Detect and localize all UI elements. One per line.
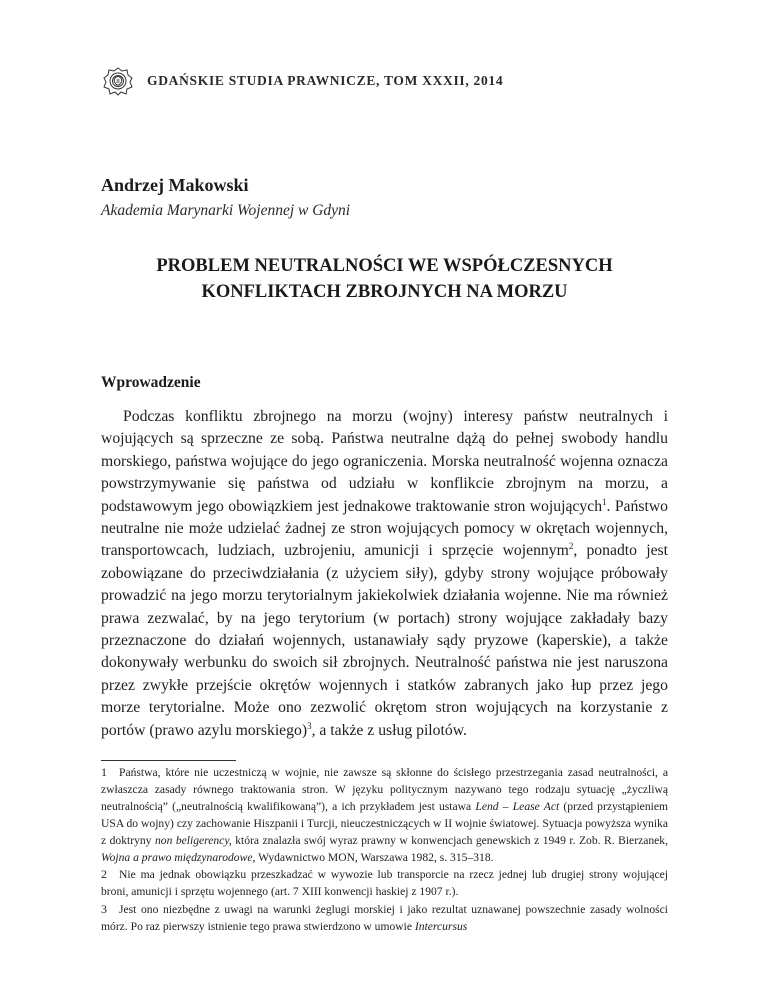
running-header [101, 66, 503, 96]
body-text-3: , ponadto jest zobowiązane do przeciwdziałania (z użyciem siły), gdyby strony wojujące próbowały prowadzić na jego morzu terytorialnym jakiekolwiek działania wojenne. Nie ma również prawa zezwalać, by na jego terytorium (w portach) strony wojujące zakładały bazy przeznaczone do działań wojennych, ustanawiały sądy pryzowe (kaperskie), a także dokonywały werbunku do swoich sił zbrojnych. Neutralność państwa nie jest naruszona przez zwykłe przejście okrętów wojennych i statków zabranych jako łup przez jego morze terytorialne. Może ono zezwolić okrętom stron wojujących na korzystanie z portów (prawo azylu morskiego) [101, 542, 668, 739]
body-text-4: , a także z usług pilotów. [311, 721, 467, 739]
body-text-2: . Państwo neutralne nie może udzielać żadnej ze stron wojujących pomocy w okrętach wojennych, transportowcach, ludziach, uzbrojeniu, amunicji i sprzęcie wojennym [101, 497, 668, 560]
footnote-italic: non beligerency, [154, 833, 232, 847]
footnotes [101, 764, 668, 936]
footnote-number: 1 [101, 765, 107, 779]
footnote-3 [101, 901, 668, 936]
journal-title: GDAŃSKIE STUDIA PRAWNICZE, TOM XXXII, 2014 [147, 73, 504, 88]
footnote-ref-3[interactable]: 3 [307, 720, 312, 731]
footnote-2 [101, 866, 668, 901]
section-heading: Wprowadzenie [101, 374, 201, 391]
footnote-italic: Wojna a prawo międzynarodowe [101, 850, 253, 864]
body-paragraph [101, 406, 668, 742]
seal-emblem-icon [101, 66, 135, 96]
footnote-number: 2 [101, 867, 107, 882]
footnote-text: Jest ono niezbędne z uwagi na warunki żeglugi morskiej i jako rezultat uznawanej powszechnie zasady wolności mórz. Po raz pierwszy istnienie tego prawa stwierdzono w umowie [101, 903, 668, 934]
footnote-text: Nie ma jednak obowiązku przeszkadzać w wywozie lub transporcie na rzecz jednej lub drugiej strony wojującej broni, amunicji i sprzętu wojennego (art. 7 XIII konwencji haskiej z 1907 r.). [101, 868, 668, 899]
author-name: Andrzej Makowski [101, 175, 249, 195]
footnote-ref-1[interactable]: 1 [602, 496, 607, 507]
footnote-italic: Lend – Lease Act [475, 799, 560, 813]
footnote-1 [101, 764, 668, 866]
body-text-1: Podczas konfliktu zbrojnego na morzu (wojny) interesy państw neutralnych i wojujących są sprzeczne ze sobą. Państwa neutralne dążą do pełnej swobody handlu morskiego, państwa wojujące do jego ograniczenia. Morska neutralność wojenna oznacza powstrzymywanie się państwa od udziału w konflikcie zbrojnym na morzu, a podstawowym jego obowiązkiem jest jednakowe traktowanie stron wojujących [101, 408, 668, 515]
author-affiliation: Akademia Marynarki Wojennej w Gdyni [101, 202, 351, 219]
footnote-separator [101, 760, 236, 761]
title-line-1: PROBLEM NEUTRALNOŚCI WE WSPÓŁCZESNYCH [156, 256, 613, 276]
footnote-text: (przed przystąpieniem USA do wojny) czy zachowanie Hiszpanii i Turcji, nieuczestniczących w II wojnie światowej. Sytuacja powyższa wynika z doktryny [101, 799, 669, 847]
footnote-text: Państwa, które nie uczestniczą w wojnie, nie zawsze są skłonne do ścisłego przestrzegania zasad neutralności, a zwłaszcza zasady równego traktowania stron. W języku politycznym nazywano tego rodzaju sytuację „życzliwą neutralnością” („neutralnością kwalifikowaną”), a ich przykładem jest ustawa [101, 766, 668, 813]
footnote-ref-2[interactable]: 2 [568, 541, 574, 552]
title-line-2: KONFLIKTACH ZBROJNYCH NA MORZU [201, 282, 568, 302]
article-title [101, 253, 668, 305]
footnote-text: , Wydawnictwo MON, Warszawa 1982, s. 315–318. [252, 850, 494, 864]
footnote-number: 3 [101, 902, 107, 917]
footnote-italic: Intercursus [414, 920, 468, 934]
footnote-text: która znalazła swój wyraz prawny w konwencjach genewskich z 1949 r. Zob. R. Bierzanek, [231, 833, 668, 847]
